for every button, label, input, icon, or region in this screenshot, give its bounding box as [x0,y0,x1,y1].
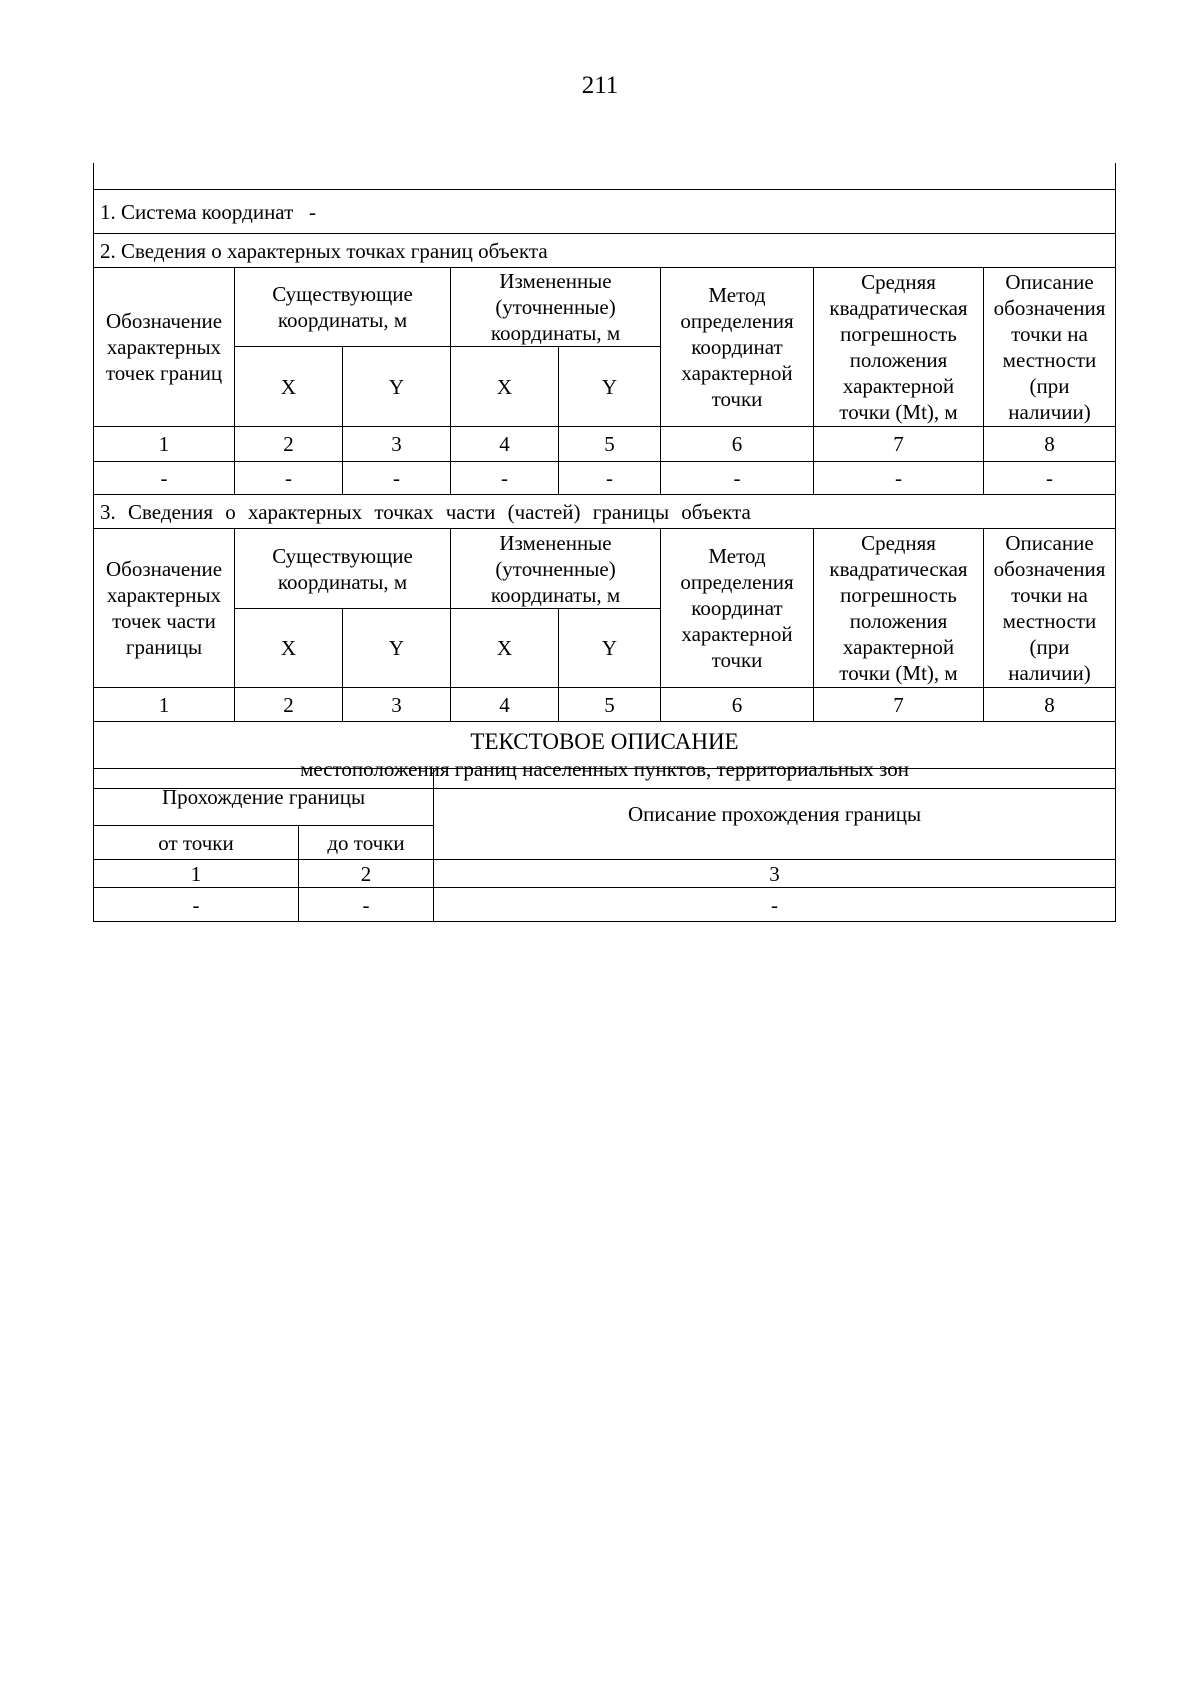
header-error: Средняя квадратическая погрешность положения характерной точки (Mt), м [814,529,984,688]
header-y-changed: Y [559,347,661,427]
column-number: 3 [343,427,451,462]
header-method: Метод определения координат характерной точки [661,529,814,688]
section3-title: 3. Сведения о характерных точках части (частей) границы объекта [94,495,1116,529]
table-cell: - [661,462,814,495]
text-description-subtitle: местоположения границ населенных пунктов, территориальных зон [300,757,909,781]
header-designation-part: Обозначение характерных точек части границы [94,529,235,688]
table-cell: - [235,462,343,495]
column-number: 1 [94,427,235,462]
column-number: 5 [559,688,661,722]
column-number: 6 [661,427,814,462]
column-number: 8 [984,427,1116,462]
section2-data-row [94,462,1116,495]
column-number: 7 [814,688,984,722]
passage-to-header: до точки [299,826,434,860]
column-number: 2 [299,860,434,888]
passage-header: Прохождение границы [94,769,434,826]
table-cell: - [94,888,299,922]
column-number: 8 [984,688,1116,722]
table-cell: - [434,888,1116,922]
passage-description-header: Описание прохождения границы [434,769,1116,860]
header-y-existing: Y [343,347,451,427]
header-error: Средняя квадратическая погрешность положения характерной точки (Mt), м [814,268,984,427]
header-description: Описание обозначения точки на местности (при наличии) [984,529,1116,688]
section3-numbers-row [94,688,1116,722]
header-x-changed: X [451,609,559,688]
header-x-existing: X [235,347,343,427]
column-number: 3 [343,688,451,722]
column-number: 5 [559,427,661,462]
header-existing-coords: Существующие координаты, м [235,529,451,609]
page-number: 211 [581,72,619,99]
header-x-existing: X [235,609,343,688]
boundary-passage-table [93,768,1116,922]
header-y-existing: Y [343,609,451,688]
open-top-row [94,163,1116,190]
column-number: 3 [434,860,1116,888]
passage-numbers-row [94,860,1116,888]
boundary-points-table [93,163,1116,789]
table-cell: - [299,888,434,922]
passage-data-row [94,888,1116,922]
header-changed-coords: Измененные (уточненные) координаты, м [451,529,661,609]
table-cell: - [343,462,451,495]
header-existing-coords: Существующие координаты, м [235,268,451,347]
column-number: 4 [451,688,559,722]
header-changed-coords: Измененные (уточненные) координаты, м [451,268,661,347]
table-cell: - [94,462,235,495]
coordinate-system-label: 1. Система координат [100,199,294,224]
coordinate-system-row [94,190,1116,234]
section2-header-row [94,268,1116,347]
section3-header-row [94,529,1116,609]
header-description: Описание обозначения точки на местности (при наличии) [984,268,1116,427]
section2-title-row [94,234,1116,268]
text-description-title: ТЕКСТОВОЕ ОПИСАНИЕ [470,729,739,754]
coordinate-system-cell [94,190,1116,234]
header-designation: Обозначение характерных точек границ [94,268,235,427]
header-method: Метод определения координат характерной точки [661,268,814,427]
section2-title: 2. Сведения о характерных точках границ объекта [94,234,1116,268]
section2-numbers-row [94,427,1116,462]
coordinate-system-value: - [309,199,317,224]
column-number: 4 [451,427,559,462]
column-number: 1 [94,860,299,888]
column-number: 7 [814,427,984,462]
column-number: 2 [235,427,343,462]
passage-header-row [94,769,1116,826]
table-cell: - [984,462,1116,495]
table-cell: - [451,462,559,495]
header-x-changed: X [451,347,559,427]
column-number: 6 [661,688,814,722]
column-number: 2 [235,688,343,722]
table-cell: - [559,462,661,495]
section3-title-row [94,495,1116,529]
column-number: 1 [94,688,235,722]
passage-from-header: от точки [94,826,299,860]
table-cell: - [814,462,984,495]
header-y-changed: Y [559,609,661,688]
